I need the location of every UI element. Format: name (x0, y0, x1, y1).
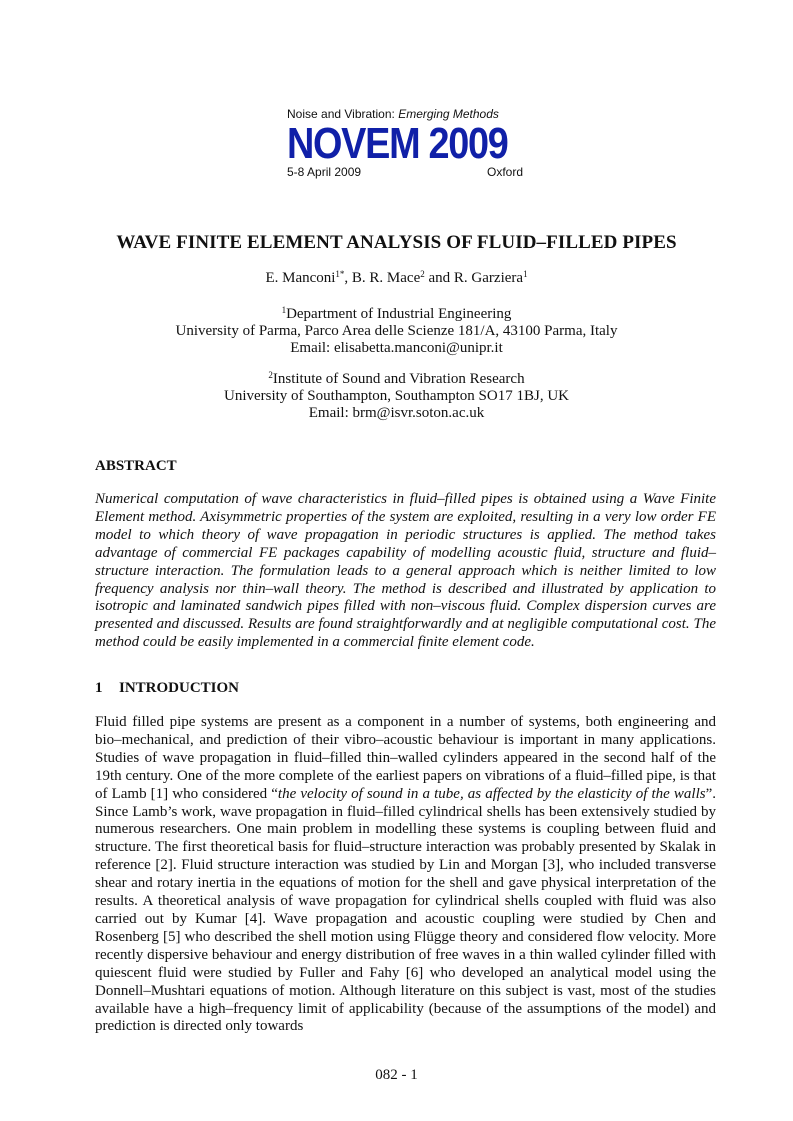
affiliation-2 (0, 371, 793, 422)
page-number: 082 - 1 (375, 1067, 418, 1083)
author-name: B. R. Mace (351, 270, 421, 286)
affiliation-department: Department of Industrial Engineering (286, 306, 512, 322)
conference-header (287, 106, 527, 179)
introduction-heading (95, 680, 239, 697)
conference-series: Noise and Vibration: Emerging Methods (287, 107, 499, 121)
conference-name: NOVEM 2009 (287, 119, 508, 168)
author-list: E. Manconi$^{1*}$, B. R. Mace$^2$ and R. Garziera$^1$ (265, 269, 528, 286)
section-title: INTRODUCTION (119, 680, 240, 696)
affiliation-email: Email: brm@isvr.soton.ac.uk (308, 405, 485, 421)
affiliation-mark: 2 (268, 370, 273, 380)
author-affiliation-mark: 2 (420, 269, 425, 279)
lamb-quote: the velocity of sound in a tube, as affected by the elasticity of the walls (277, 785, 706, 802)
author-name: R. Garziera (453, 270, 524, 286)
affiliation-address: University of Southampton, Southampton SO17 1BJ, UK (223, 388, 569, 404)
conference-dates: 5-8 April 2009 (287, 165, 362, 179)
author-affiliation-mark: 1 (523, 269, 528, 279)
paper-title: WAVE FINITE ELEMENT ANALYSIS OF FLUID–FILLED PIPES (116, 232, 677, 253)
section-number: 1 (95, 680, 103, 696)
affiliation-mark: 1 (281, 305, 287, 315)
abstract-text: Numerical computation of wave characteristics in fluid–filled pipes is obtained using a Wave Finite Element method. Axisymmetric properties of the system are exploited, resulting in a very low order FE model to which theory of wave propagation in periodic structures is applied. The method takes advantage of commercial FE packages capability of modelling acoustic fluid, structure and fluid–structure interaction. The formulation leads to a general approach which is neither limited to low frequency analysis nor thin–wall theory. The method is described and illustrated by application to isotropic and laminated sandwich pipes filled with non–viscous fluid. Complex dispersion curves are presented and discussed. Results are found straightforwardly and at negligible computational cost. The method could be easily implemented in a commercial finite element code. (95, 491, 716, 651)
abstract-heading: ABSTRACT (95, 458, 177, 474)
author-name: E. Manconi (265, 270, 336, 286)
conference-series-emphasis: Emerging Methods (398, 107, 499, 121)
introduction-text: Fluid filled pipe systems are present as a component in a number of systems, both engineering and bio–mechanical, and prediction of their vibro–acoustic behaviour is important in many applications. Studies of wave propagation in fluid–filled thin–walled cylinders appeared in the second half of the 19th century. One of the more complete of the earliest papers on vibrations of a fluid–filled pipe, is that of Lamb [1] who considered “the velocity of sound in a tube, as affected by the elasticity of the walls”. Since Lamb’s work, wave propagation in fluid–filled cylindrical shells has been extensively studied by numerous researchers. One main problem in modelling these systems is coupling between fluid and structure. The first theoretical basis for fluid–structure interaction was probably presented by Skalak in reference [2]. Fluid structure interaction was studied by Lin and Morgan [3], who included transverse shear and rotary inertia in the equations of motion for the shell and gave physical interpretation of the results. A theoretical analysis of wave propagation for cylindrical shells coupled with fluid was also carried out by Kumar [4]. Wave propagation and acoustic coupling were studied by Chen and Rosenberg [5] who described the shell motion using Flügge theory and considered flow velocity. More recently dispersive behaviour and energy distribution of free waves in a thin walled cylinder filled with quiescent fluid were studied by Fuller and Fahy [6] who developed an analytical model using the Donnell–Mushtari equations of motion. Although literature on this subject is vast, most of the studies available have a high–frequency limit of applicability (because of the assumptions of the model) and prediction is directed only towards (95, 714, 716, 1035)
author-affiliation-mark: 1* (335, 269, 345, 279)
affiliation-email: Email: elisabetta.manconi@unipr.it (290, 340, 503, 356)
affiliation-address: University of Parma, Parco Area delle Scienze 181/A, 43100 Parma, Italy (175, 323, 618, 339)
affiliation-1 (0, 306, 793, 357)
affiliation-department: Institute of Sound and Vibration Research (272, 371, 525, 387)
conference-location: Oxford (486, 165, 523, 179)
